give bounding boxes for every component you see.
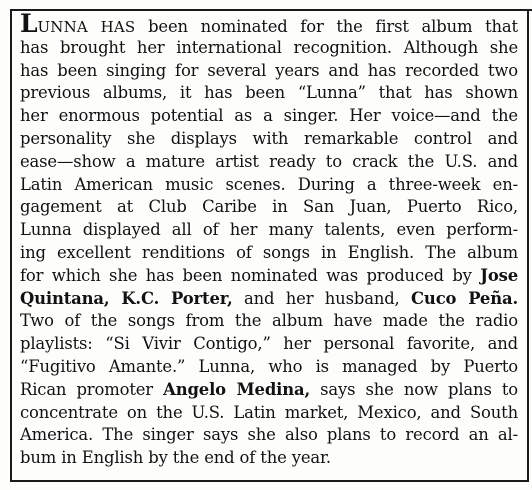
article-line [20,379,518,402]
article-line: Latin American music scenes. During a three-week en- [20,174,518,194]
clipping-border-left [10,9,12,482]
article-line: has been singing for several years and has recorded two [20,60,518,80]
line-text: been nominated for the first album that [135,17,518,36]
article-line: Two of the songs from the album have made the radio [20,311,518,331]
article-line: Lunna displayed all of her many talents, even perform- [20,220,518,240]
article-line [20,9,518,38]
article-line: ing excellent renditions of songs in English. The album [20,242,518,262]
article-line: bum in English by the end of the year. [20,448,331,468]
lead-in-caps: UNNA HAS [37,18,136,36]
article-line [20,288,518,311]
line-text: says she now plans to [310,379,518,399]
article-line [20,265,518,288]
clipping-border-right [527,9,529,482]
article-body [20,9,519,470]
article-line: playlists: “Si Vivir Contigo,” her personal favorite, and [20,334,518,354]
article-line: ease—show a mature artist ready to crack the U.S. and [20,151,518,171]
article-line: has brought her international recognition. Although she [20,37,518,57]
clipping-border-bottom [10,480,529,482]
article-line: gagement at Club Caribe in San Juan, Puerto Rico, [20,197,518,217]
article-line: previous albums, it has been “Lunna” that has shown [20,83,518,103]
article-line: “Fugitivo Amante.” Lunna, who is managed by Puerto [20,356,518,376]
name-quintana-porter: Quintana, K.C. Porter, [20,288,233,308]
clipping-border-top [10,9,532,11]
article-line: America. The singer says she also plans to record an al- [20,425,518,445]
line-text: Rican promoter [20,379,164,399]
article-line: concentrate on the U.S. Latin market, Mexico, and South [20,402,518,422]
article-line: personality she displays with remarkable control and [20,128,518,148]
name-jose: Jose [480,265,518,285]
drop-cap: L [20,9,38,38]
line-text: and her husband, [232,288,412,308]
name-cuco-pena: Cuco Peña. [411,288,519,308]
line-text: for which she has been nominated was produced by [20,265,481,285]
name-angelo-medina: Angelo Medina, [163,379,310,399]
article-line: her enormous potential as a singer. Her voice—and the [20,106,518,126]
